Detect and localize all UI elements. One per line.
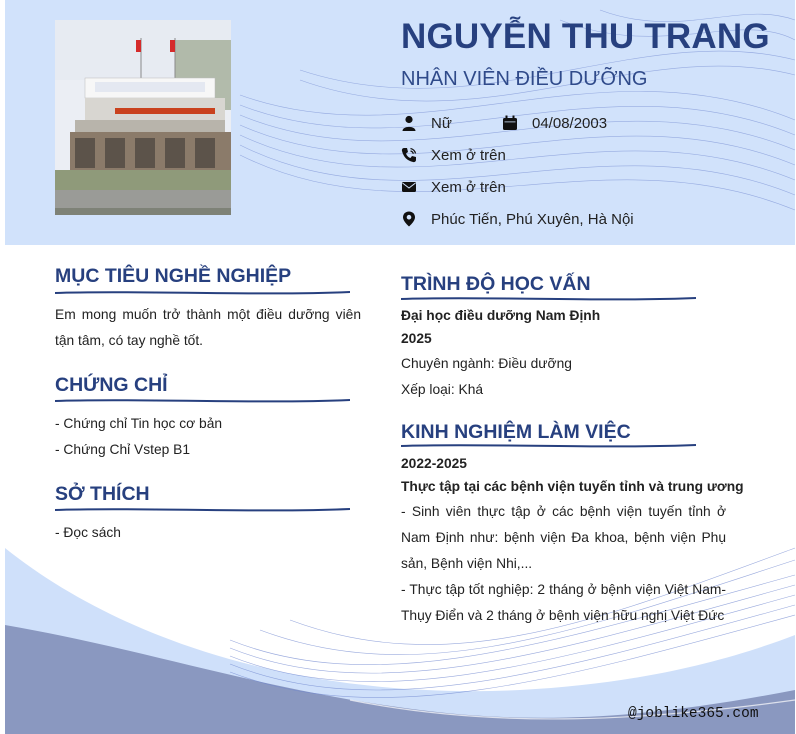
- education-school: Đại học điều dưỡng Nam Định: [401, 308, 601, 323]
- education-year: 2025: [401, 331, 432, 346]
- email-row: [401, 176, 506, 198]
- objective-text: Em mong muốn trở thành một điều dưỡng viên tận tâm, có tay nghề tốt.: [55, 307, 361, 348]
- birthdate-row: [502, 112, 607, 134]
- certificate-item: - Chứng chỉ Tin học cơ bản: [55, 416, 223, 431]
- hobby-item: - Đọc sách: [55, 525, 121, 540]
- objective-title: MỤC TIÊU NGHỀ NGHIỆP: [55, 265, 292, 287]
- phone-icon: [401, 147, 417, 163]
- education-major: Chuyên ngành: Điều dưỡng: [401, 356, 572, 371]
- hospital-photo: [55, 20, 231, 215]
- location-pin-icon: [401, 211, 417, 227]
- phone-row: [401, 144, 506, 166]
- objective-underline: [55, 289, 350, 297]
- education-title: TRÌNH ĐỘ HỌC VẤN: [401, 273, 591, 295]
- watermark: @joblike365.com: [628, 706, 759, 722]
- certificate-item: - Chứng Chỉ Vstep B1: [55, 442, 191, 457]
- gender-row: [401, 112, 452, 134]
- hobbies-title: SỞ THÍCH: [55, 483, 150, 505]
- profile-photo: [55, 20, 231, 215]
- education-grade: Xếp loại: Khá: [401, 382, 484, 397]
- phone-value[interactable]: Xem ở trên: [431, 146, 506, 164]
- birthdate-value: 04/08/2003: [532, 114, 608, 132]
- experience-detail: - Thực tập tốt nghiệp: 2 tháng ở bệnh viện Việt Nam-Thụy Điển và 2 tháng ở bệnh viện hữu nghị Việt Đức: [401, 582, 726, 623]
- gender-value: Nữ: [431, 114, 452, 132]
- experience-detail: - Sinh viên thực tập ở các bệnh viện tuyến tỉnh ở Nam Định như: bệnh viện Đa khoa, bệnh viện Phụ sản, Bệnh viện Nhi,...: [401, 504, 726, 571]
- certificates-underline: [55, 397, 350, 405]
- envelope-icon: [401, 179, 417, 195]
- experience-underline: [401, 442, 696, 450]
- experience-period: 2022-2025: [401, 456, 467, 471]
- experience-title: KINH NGHIỆM LÀM VIỆC: [401, 421, 631, 443]
- email-value[interactable]: Xem ở trên: [431, 178, 506, 196]
- calendar-icon: [502, 115, 518, 131]
- candidate-role: NHÂN VIÊN ĐIỀU DƯỠNG: [401, 68, 648, 90]
- education-underline: [401, 295, 696, 303]
- hobbies-underline: [55, 506, 350, 514]
- candidate-name: NGUYỄN THU TRANG: [401, 17, 770, 56]
- address-value: Phúc Tiến, Phú Xuyên, Hà Nội: [431, 210, 634, 228]
- user-icon: [401, 115, 417, 131]
- address-row: [401, 208, 634, 230]
- certificates-title: CHỨNG CHỈ: [55, 374, 168, 396]
- experience-position: Thực tập tại các bệnh viện tuyến tỉnh và trung ương: [401, 479, 744, 494]
